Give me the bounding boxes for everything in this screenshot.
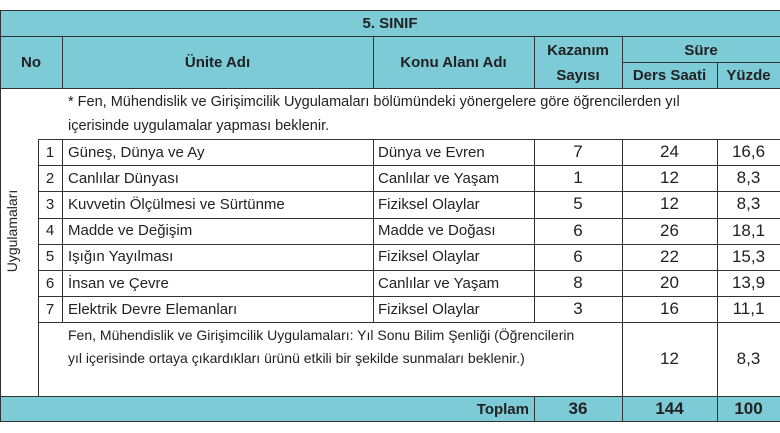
cell-yuzde: 15,3 bbox=[731, 246, 766, 266]
total-ders-saati: 144 bbox=[655, 399, 684, 418]
vline-unit-body bbox=[373, 139, 374, 322]
row-divider bbox=[38, 296, 780, 297]
cell-ders-saati: 26 bbox=[660, 220, 679, 240]
side-label: Uygulamaları bbox=[4, 189, 20, 273]
vline-topic bbox=[534, 36, 535, 88]
row-divider bbox=[38, 165, 780, 166]
header-no: No bbox=[21, 54, 41, 71]
header-topic: Konu Alanı Adı bbox=[400, 54, 507, 71]
bottom-note-line1: Fen, Mühendislik ve Girişimcilik Uygulamaları: Yıl Sonu Bilim Şenliği (Öğrencilerin bbox=[68, 327, 575, 343]
cell-yuzde: 8,3 bbox=[736, 168, 761, 188]
bottom-ders-saati: 12 bbox=[660, 349, 679, 368]
line-bottom-note-top bbox=[38, 322, 780, 323]
bottom-yuzde: 8,3 bbox=[736, 349, 761, 368]
header-ders-saati: Ders Saati bbox=[632, 67, 707, 84]
total-yuzde: 100 bbox=[734, 399, 763, 418]
top-note-line1: * Fen, Mühendislik ve Girişimcilik Uygulamaları bölümündeki yönergelere göre öğrencilerden yıl bbox=[68, 94, 680, 110]
vline-topic-body bbox=[534, 139, 535, 322]
cell-kazanim: 6 bbox=[573, 220, 583, 240]
cell-yuzde: 11,1 bbox=[732, 299, 765, 319]
line-top bbox=[0, 10, 780, 11]
cell-topic: Fiziksel Olaylar bbox=[378, 195, 480, 213]
cell-no: 4 bbox=[45, 222, 55, 240]
cell-unit: Güneş, Dünya ve Ay bbox=[68, 143, 205, 161]
bottom-note-line2: yıl içerisinde ortaya çıkardıkları ürünü etkili bir şekilde sunmaları beklenir.) bbox=[68, 350, 525, 366]
cell-yuzde: 18,1 bbox=[731, 220, 766, 240]
cell-ders-saati: 16 bbox=[660, 299, 679, 319]
vline-unit bbox=[373, 36, 374, 88]
cell-topic: Madde ve Doğası bbox=[378, 222, 496, 240]
cell-topic: Dünya ve Evren bbox=[378, 143, 485, 161]
grade-title: 5. SINIF bbox=[362, 14, 418, 32]
cell-kazanim: 5 bbox=[573, 194, 583, 214]
total-label: Toplam bbox=[476, 400, 529, 418]
vline-left bbox=[0, 10, 1, 422]
cell-no: 5 bbox=[45, 248, 55, 266]
cell-topic: Fiziksel Olaylar bbox=[378, 300, 480, 318]
header-yuzde: Yüzde bbox=[726, 67, 771, 84]
row-divider bbox=[38, 244, 780, 245]
cell-no: 3 bbox=[45, 195, 55, 213]
cell-no: 7 bbox=[45, 300, 55, 318]
vline-ders bbox=[717, 62, 718, 88]
cell-no: 1 bbox=[45, 143, 55, 161]
cell-topic: Canlılar ve Yaşam bbox=[378, 274, 500, 292]
line-sure-bottom bbox=[622, 62, 780, 63]
header-kazanim-line2: Sayısı bbox=[556, 66, 600, 84]
cell-kazanim: 7 bbox=[573, 142, 583, 162]
cell-unit: Madde ve Değişim bbox=[68, 222, 193, 240]
cell-no: 2 bbox=[45, 169, 55, 187]
header-unit: Ünite Adı bbox=[184, 54, 251, 71]
cell-ders-saati: 22 bbox=[660, 246, 679, 266]
cell-unit: Elektrik Devre Elemanları bbox=[68, 300, 238, 318]
cell-yuzde: 16,6 bbox=[731, 142, 766, 162]
cell-yuzde: 8,3 bbox=[736, 194, 761, 214]
line-total-bottom bbox=[0, 421, 780, 422]
vline-kazanim bbox=[622, 36, 623, 88]
header-sure: Süre bbox=[684, 41, 718, 59]
cell-kazanim: 8 bbox=[573, 273, 583, 293]
cell-yuzde: 13,9 bbox=[731, 273, 766, 293]
cell-unit: İnsan ve Çevre bbox=[68, 274, 169, 292]
total-kazanim: 36 bbox=[568, 399, 588, 418]
line-total-top bbox=[0, 396, 780, 397]
cell-topic: Canlılar ve Yaşam bbox=[378, 169, 500, 187]
header-kazanim-line1: Kazanım bbox=[547, 41, 609, 59]
cell-ders-saati: 24 bbox=[660, 142, 679, 162]
cell-kazanim: 3 bbox=[573, 299, 583, 319]
cell-unit: Işığın Yayılması bbox=[68, 248, 174, 266]
cell-no: 6 bbox=[45, 274, 55, 292]
row-divider bbox=[38, 191, 780, 192]
vline-no bbox=[62, 36, 63, 88]
cell-kazanim: 6 bbox=[573, 246, 583, 266]
vline-rownum bbox=[62, 139, 63, 322]
cell-unit: Canlılar Dünyası bbox=[68, 169, 179, 187]
vline-ders-body bbox=[717, 139, 718, 396]
line-header-bottom bbox=[0, 88, 780, 89]
line-title-bottom bbox=[0, 36, 780, 37]
top-note-line2: içerisinde uygulamalar yapması beklenir. bbox=[68, 118, 330, 134]
cell-ders-saati: 12 bbox=[660, 168, 679, 188]
vline-total-ders bbox=[717, 396, 718, 422]
vline-side bbox=[38, 139, 39, 396]
cell-unit: Kuvvetin Ölçülmesi ve Sürtünme bbox=[68, 195, 285, 213]
line-note-bottom bbox=[38, 139, 780, 140]
row-divider bbox=[38, 270, 780, 271]
vline-total-kazanim bbox=[622, 396, 623, 422]
vline-total-topic bbox=[534, 396, 535, 422]
cell-ders-saati: 20 bbox=[660, 273, 679, 293]
cell-ders-saati: 12 bbox=[660, 194, 679, 214]
row-divider bbox=[38, 218, 780, 219]
cell-kazanim: 1 bbox=[573, 168, 583, 188]
vline-kazanim-body bbox=[622, 139, 623, 396]
cell-topic: Fiziksel Olaylar bbox=[378, 248, 480, 266]
